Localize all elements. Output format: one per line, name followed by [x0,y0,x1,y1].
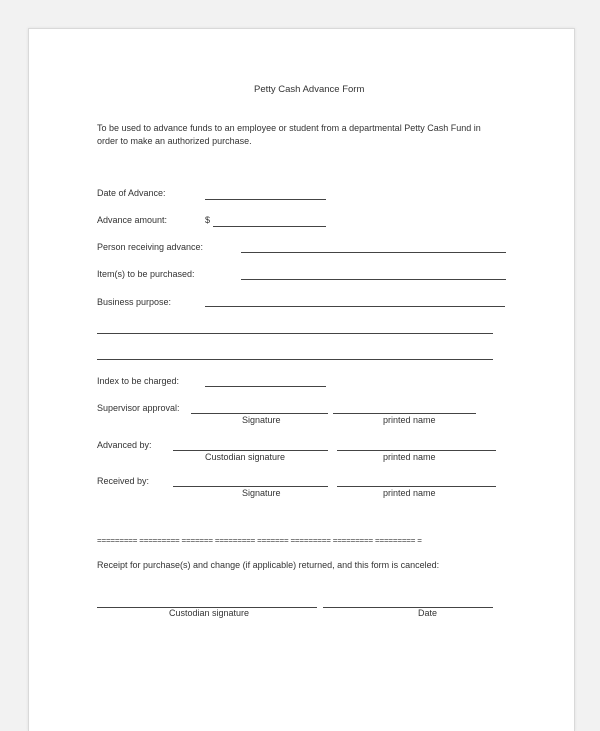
supervisor-label: Supervisor approval: [97,403,180,413]
person-receiving-label: Person receiving advance: [97,242,204,252]
index-field[interactable] [205,386,326,387]
items-field[interactable] [241,279,506,280]
received-by-printed-name-caption: printed name [383,488,436,498]
supervisor-signature-caption: Signature [242,415,281,425]
receipt-date-caption: Date [418,608,438,618]
index-label: Index to be charged: [97,376,180,386]
intro-text-line-1: To be used to advance funds to an employee or student from a departmental Petty Cash Fund in [97,123,481,133]
separator-line: ========= ========= ======= ========= ======= ========= ========= ========= = [97,536,422,545]
supervisor-printed-name-field[interactable] [333,413,476,414]
date-of-advance-label: Date of Advance: [97,188,166,198]
form-title: Petty Cash Advance Form [254,84,365,95]
supervisor-printed-name-caption: printed name [383,415,436,425]
advance-amount-label: Advance amount: [97,215,168,225]
received-by-printed-name-field[interactable] [337,486,496,487]
advanced-by-label: Advanced by: [97,440,152,450]
currency-symbol: $ [205,215,211,225]
intro-text-line-2: order to make an authorized purchase. [97,136,252,146]
receipt-date-field[interactable] [323,607,493,608]
receipt-text: Receipt for purchase(s) and change (if applicable) returned, and this form is canceled: [97,560,440,570]
advanced-by-printed-name-caption: printed name [383,452,436,462]
advanced-by-printed-name-field[interactable] [337,450,496,451]
business-purpose-line-2[interactable] [97,333,493,334]
received-by-signature-field[interactable] [173,486,328,487]
receipt-custodian-signature-caption: Custodian signature [169,608,250,618]
advance-amount-field[interactable] [213,226,326,227]
received-by-label: Received by: [97,476,150,486]
custodian-signature-caption: Custodian signature [205,452,286,462]
items-label: Item(s) to be purchased: [97,269,195,279]
supervisor-signature-field[interactable] [191,413,328,414]
person-receiving-field[interactable] [241,252,506,253]
business-purpose-line-3[interactable] [97,359,493,360]
advanced-by-signature-field[interactable] [173,450,328,451]
date-of-advance-field[interactable] [205,199,326,200]
business-purpose-field[interactable] [205,306,505,307]
business-purpose-label: Business purpose: [97,297,172,307]
received-by-signature-caption: Signature [242,488,281,498]
form-page [28,28,575,731]
